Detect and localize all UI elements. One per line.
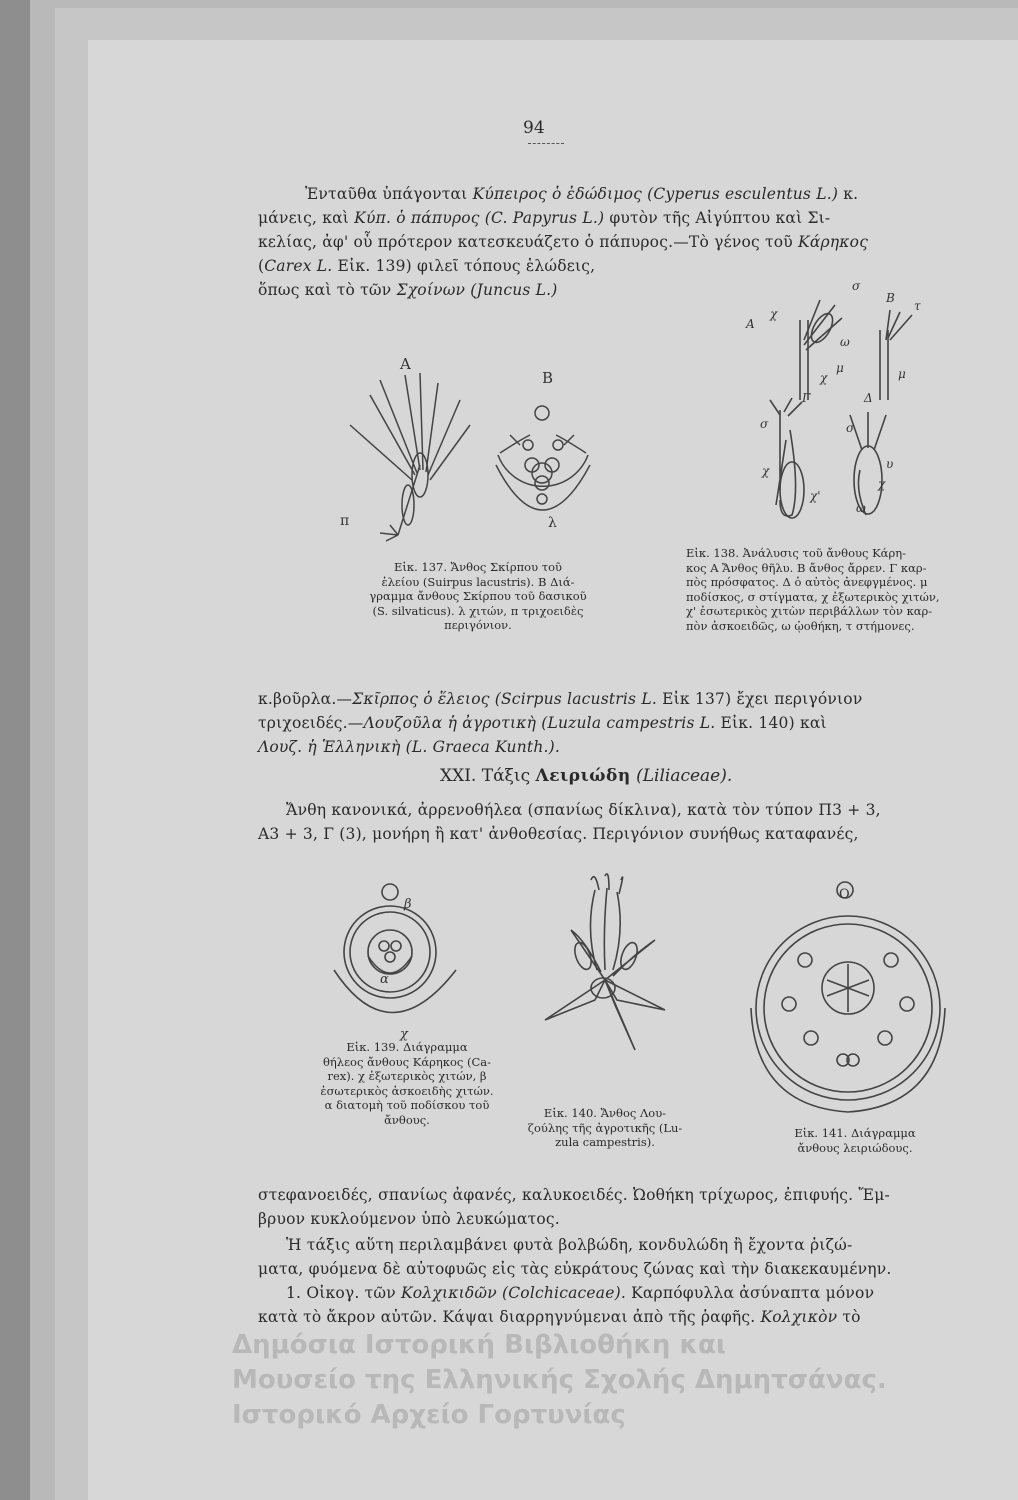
svg-text:χ: χ xyxy=(762,464,770,478)
fig139-label-o: β xyxy=(404,897,412,912)
fig139-caption: Εἰκ. 139. Διάγραμμα θήλεος ἄνθους Κάρηκος (Ca- rex). χ ἐξωτερικὸς χιτών, β ἐσωτερικὸς ἀσκοειδὴς χιτών. α διατομὴ τοῦ ποδίσκου τοῦ ἄνθους. xyxy=(320,1040,494,1127)
fig137-label-pi: π xyxy=(340,513,350,529)
fig137-diagram xyxy=(490,395,610,545)
p4-line-2: βρυον κυκλούμενον ὑπὸ λευκώματος. xyxy=(258,1210,560,1228)
fig137-label-lambda: λ xyxy=(548,515,557,531)
svg-text:χ: χ xyxy=(820,371,828,385)
p6-line-2: κατὰ τὸ ἄκρον αὐτῶν. Κάψαι διαρρηγνύμεναι ἀπὸ τῆς ῥαφῆς. Κολχικὸν τὸ xyxy=(258,1308,861,1326)
fig141-label-o: O xyxy=(839,887,850,902)
p5-line-1: Ἡ τάξις αὕτη περιλαμβάνει φυτὰ βολβώδη, κονδυλώδη ἢ ἔχοντα ῥιζώ- xyxy=(286,1236,853,1254)
p1-line-3: κελίας, ἀφ' οὗ πρότερον κατεσκευάζετο ὁ πάπυρος.—Τὸ γένος τοῦ Κάρηκος xyxy=(258,233,869,251)
p5-line-2: ματα, φυόμενα δὲ αὐτοφυῶς εἰς τὰς εὐκράτους ζώνας καὶ τὴν διακεκαυμένην. xyxy=(258,1260,892,1278)
p4-line-1: στεφανοειδές, σπανίως ἀφανές, καλυκοειδές. Ὠοθήκη τρίχωρος, ἐπιφυής. Ἔμ- xyxy=(258,1186,890,1204)
p2-line-3: Λουζ. ἡ Ἑλληνικὴ (L. Graeca Kunth.). xyxy=(258,738,561,756)
page-number-rule xyxy=(528,143,564,144)
svg-text:ω: ω xyxy=(856,501,866,515)
p1-line-1: Ἐνταῦθα ὑπάγονται Κύπειρος ὁ ἐδώδιμος (Cyperus esculentus L.) κ. xyxy=(305,185,859,203)
fig137-label-b: B xyxy=(542,369,554,387)
p2-line-2: τριχοειδές.—Λουζοῦλα ἡ ἀγροτικὴ (Luzula campestris L. Εἰκ. 140) καὶ xyxy=(258,714,827,732)
svg-text:χ': χ' xyxy=(810,489,821,503)
fig141-caption: Εἰκ. 141. Διάγραμμα ἄνθους λειριώδους. xyxy=(794,1126,916,1155)
fig139-diagram xyxy=(330,880,470,1040)
fig138-label-delta: Δ xyxy=(864,391,873,405)
fig138-caption: Εἰκ. 138. Ἀνάλυσις τοῦ ἄνθους Κάρη- κος Α Ἄνθος θῆλυ. Β ἄνθος ἄρρεν. Γ καρ- πὸς πρόσφατος. Δ ὁ αὐτὸς ἀνεφγμένος. μ ποδίσκος, σ στίγματα, χ ἐξωτερικὸς χιτών, χ' ἐσωτερικὸς χιτὼν περιβάλλων τὸν καρ- πὸν ἀσκοειδῶς, ω ᾠοθήκη, τ στήμονες. xyxy=(686,546,940,633)
svg-text:σ: σ xyxy=(852,279,861,293)
svg-text:μ: μ xyxy=(836,361,844,375)
svg-text:τ: τ xyxy=(914,299,921,313)
p3-line-2: Α3 + 3, Γ (3), μονήρη ἢ κατ' ἀνθοθεσίας. Περιγόνιον συνήθως καταφανές, xyxy=(258,825,859,843)
fig141-diagram xyxy=(745,880,965,1125)
fig137-caption: Εἰκ. 137. Ἄνθος Σκίρπου τοῦ ἑλείου (Suirpus lacustris). Β Διά- γραμμα ἄνθους Σκίρπου τοῦ δασικοῦ (S. silvaticus). λ χιτών, π τριχοειδὲς περιγόνιον. xyxy=(369,560,587,632)
svg-text:α: α xyxy=(380,972,389,987)
p1-line-5: ὅπως καὶ τὸ τῶν Σχοίνων (Juncus L.) xyxy=(258,281,558,299)
p2-line-1: κ.βοῦρλα.—Σκῖρπος ὁ ἕλειος (Scirpus lacustris L. Εἰκ 137) ἔχει περιγόνιον xyxy=(258,690,863,708)
svg-text:μ: μ xyxy=(898,367,906,381)
svg-text:χ: χ xyxy=(878,477,886,491)
svg-text:χ: χ xyxy=(770,307,778,321)
fig140-caption: Εἰκ. 140. Ἄνθος Λου- ζούλης τῆς ἀγροτικῆς (Lu- zula campestris). xyxy=(527,1106,683,1149)
spikelet-drawing xyxy=(350,373,470,541)
page-number: 94 xyxy=(523,118,545,138)
fig140-illustration xyxy=(525,860,695,1060)
p1-line-2: μάνεις, καὶ Κύπ. ὁ πάπυρος (C. Papyrus L.) φυτὸν τῆς Αἰγύπτου καὶ Σι- xyxy=(258,209,831,227)
svg-text:ω: ω xyxy=(840,335,850,349)
fig137-label-a: A xyxy=(400,355,411,373)
svg-text:σ: σ xyxy=(846,421,855,435)
svg-text:σ: σ xyxy=(760,417,769,431)
fig138-label-gamma: Γ xyxy=(802,391,811,405)
fig138-illustration xyxy=(740,279,940,530)
order-heading: XXI. Τάξις Λειριώδη (Liliaceae). xyxy=(440,766,733,786)
svg-text:χ: χ xyxy=(400,1027,408,1042)
library-watermark: Δημόσια Ιστορική Βιβλιοθήκη και Μουσείο της Ελληνικής Σχολής Δημητσάνας. Ιστορικό Αρχείο Γορτυνίας xyxy=(232,1330,887,1430)
p1-line-4: (Carex L. Εἰκ. 139) φιλεῖ τόπους ἑλώδεις, xyxy=(258,257,596,275)
fig138-label-a: A xyxy=(746,317,755,331)
fig138-label-b: B xyxy=(886,291,895,305)
p6-line-1: 1. Οἰκογ. τῶν Κολχικιδῶν (Colchicaceae). Καρπόφυλλα ἀσύναπτα μόνον xyxy=(286,1284,875,1302)
p3-line-1: Ἄνθη κανονικά, ἀρρενοθήλεα (σπανίως δίκλινα), κατὰ τὸν τύπον Π3 + 3, xyxy=(286,801,881,819)
svg-text:υ: υ xyxy=(886,457,894,471)
